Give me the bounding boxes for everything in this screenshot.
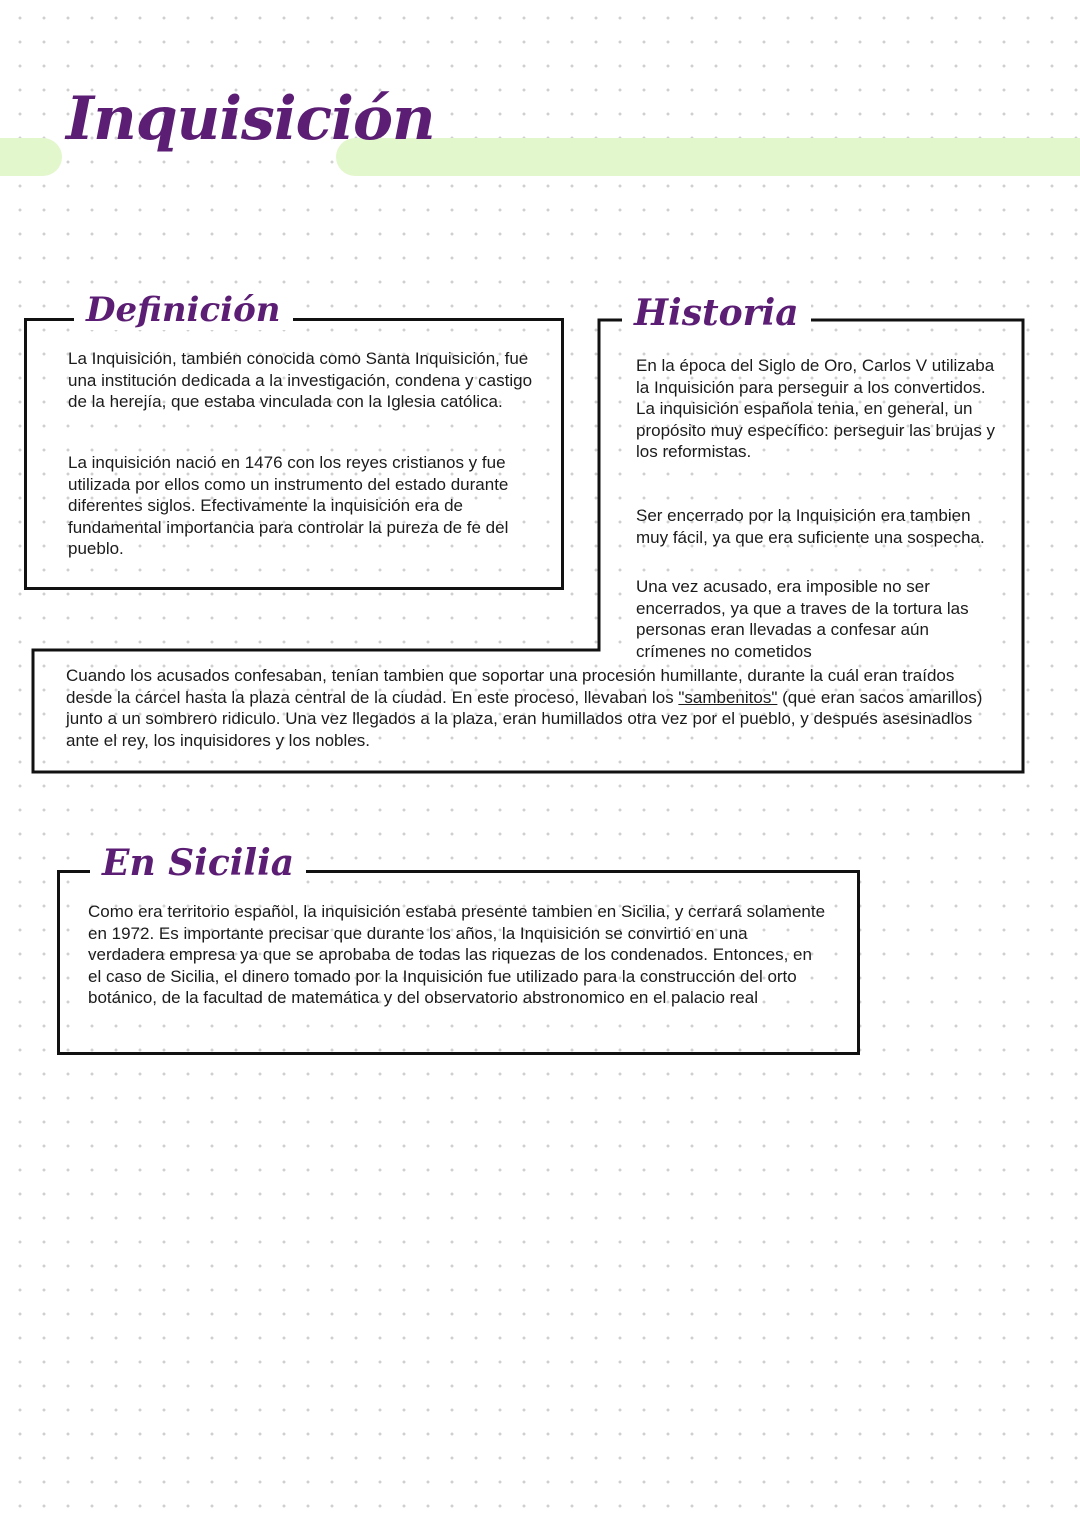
historia-paragraph-2: Ser encerrado por la Inquisición era tambien muy fácil, ya que era suficiente una sospecha. xyxy=(636,506,985,547)
sambenitos-term: "sambenitos" xyxy=(678,687,778,707)
definicion-paragraph-1: La Inquisición, también conocida como Santa Inquisición, fue una institución dedicada a la investigación, condena y castigo de la herejía, que estaba vinculada con la Iglesia católica. xyxy=(68,349,533,411)
title-highlight-band-right xyxy=(336,138,1080,176)
sicilia-paragraph: Como era territorio español, la inquisición estaba presente tambien en Sicilia, y cerrará solamente en 1972. Es importante precisar que durante los años, la Inquisición se convirtió en una verdadera empresa ya que se aprobaba de todas las riquezas de los condenados. Entonces, en el caso de Sicilia, el dinero tomado por la Inquisición fue utilizado para la construcción del orto botánico, de la facultad de matemática y del observatorio abstronomico en el palacio real xyxy=(88,902,826,1007)
sicilia-heading: En Sicilia xyxy=(90,842,306,884)
title-highlight-band-left xyxy=(0,138,62,176)
historia-procesion-paragraph xyxy=(66,665,996,751)
historia-paragraph-3: Una vez acusado, era imposible no ser encerrados, ya que a traves de la tortura las personas eran llevadas a confesar aún crímenes no cometidos xyxy=(636,576,991,662)
historia-heading: Historia xyxy=(622,292,811,334)
definicion-heading: Definición xyxy=(74,290,293,330)
page-title: Inquisición xyxy=(66,84,435,154)
procesion-text-before: Cuando los acusados confesaban, tenían tambien que soportar una procesión humillante, durante la cuál eran traídos desde la cárcel hasta la plaza central de la ciudad. En este proceso, llevaban los xyxy=(66,666,955,707)
historia-paragraph-1: En la época del Siglo de Oro, Carlos V utilizaba la Inquisición para perseguir a los convertidos. La inquisición española tenia, en general, un propósito muy específico: perseguir las brujas y los reformistas. xyxy=(636,356,996,461)
definicion-paragraph-2: La inquisición nació en 1476 con los reyes cristianos y fue utilizada por ellos como un instrumento del estado durante diferentes siglos. Efectivamente la inquisición era de fundamental importancia para controlar la pureza de fe del pueblo. xyxy=(68,453,509,558)
procesion-text-after: (que eran sacos amarillos) junto a un sombrero ridiculo. Una vez llegados a la plaza, eran humillados otra vez por el pueblo, y después asesinadlos ante el rey, los inquisidores y los nobles. xyxy=(66,687,983,750)
